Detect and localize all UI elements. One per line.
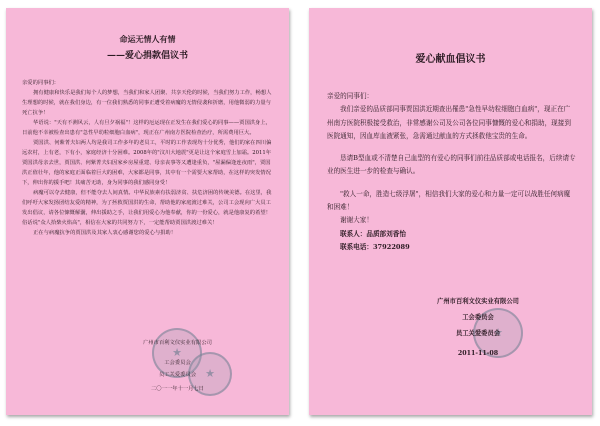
paragraph-2: 恳请B型血或不清楚自己血型的有爱心的同事们前往品质部或电话报名，后续请专业的医生进一步的检查与确认。: [327, 154, 576, 176]
paragraph-3: "救人一命，胜造七级浮屠"，相信我们大家的爱心和力量一定可以战胜任何病魔和困难！: [327, 189, 571, 212]
contact-person: 联系人：品质部刘香怡: [340, 229, 406, 238]
signature-company: 广州市百利文仪实业有限公司: [143, 340, 212, 346]
contact-phone-line: [327, 241, 576, 254]
paragraph-2: 华语说："天有不测风云，人有旦夕祸福"！这样的厄运现在正发生在我们爱心的同事——贾国洪身上，日前他不幸被检查出患有"急性早幼粒细胞白血病"，现正在广州南方医院检查治疗，所需费用巨大。: [22, 120, 271, 136]
letter-title: 爱心献血倡议书: [415, 54, 486, 65]
signature-committee: 员工关爱委员会: [455, 330, 501, 337]
phone-label: 联系电话：: [340, 242, 373, 251]
phone-number: 37922089: [372, 242, 410, 251]
signature-block: [309, 296, 592, 305]
donation-letter-page: [6, 8, 289, 415]
signature-union: 工会委员会: [462, 314, 494, 321]
signature-company: 广州市百利文仪实业有限公司: [437, 298, 519, 305]
letter-subtitle: 命运无情人有情: [119, 34, 176, 44]
signature-committee-row: [309, 328, 592, 337]
signature-union-row: [309, 312, 592, 321]
signature-date-row: [309, 350, 592, 357]
letter-body: [327, 90, 576, 254]
signature-committee: 员工关爱委员会: [158, 372, 197, 378]
signature-date: 二〇一一年十一月七日: [151, 386, 204, 392]
signature-date: 2011-11-08: [457, 350, 499, 357]
paragraph-3: 贾国洪、何紫菁夫妇两人均是我司工作多年的老员工，平时的工作表现均十分优秀，他们的家在四川偏远农村，上有老，下有小，家庭经济十分困难。2008年的"汶川大地震"更是让这个家庭雪上加霜。2011年贾国洪母亲去世，贾国洪、何紫菁夫妇因家乡房屋重建、母亲丧事等又遭逢重负，"屋漏偏逢连夜雨"，贾国洪正值壮年，他的家庭正面临着巨大的困难，大家都是同事，其中有一个需要大家帮助，在这样的突发情况下，伸出你的援手吧！其痛苦无助，身为同事的我们感同身受！: [22, 140, 272, 186]
salutation: 亲爱的同事们：: [22, 80, 60, 86]
paragraph-1: 拥有健康和快乐是我们每个人的梦想，当我们和家人团聚、共享天伦的时候，当我们努力工作，畅想人生理想的时候，就在我们身边，有一位我们熟悉的同事正遭受着病魔的无情侵袭和折磨，用他微弱的力量与死亡抗争！: [22, 90, 272, 116]
paragraph-1: 我们亲爱的品质部同事贾国洪近期查出罹患"急性早幼粒细胞白血病"，现正在广州南方医院积极接受救治，非常感谢公司及公司各位同事慷慨的爱心和捐助，现接到医院通知，因血库血液紧张，急需通过献血的方式拯救他宝贵的生命。: [327, 105, 571, 140]
salutation: 亲爱的同事们：: [327, 92, 374, 100]
letter-title: ——爱心捐款倡议书: [106, 51, 188, 61]
blood-donation-letter-page: [309, 8, 592, 415]
letter-body: [22, 78, 275, 238]
paragraph-5: 正在与病魔抗争的贾国洪及其家人衷心感谢您的爱心与捐助！: [33, 230, 177, 236]
signature-union: 工会委员会: [164, 360, 191, 366]
thanks-text: 谢谢大家！: [340, 216, 373, 225]
paragraph-4: 病魔可以夺去健康，但不能夺去人间真情。中华民族素有扶弱济贫、扶危济困的传统美德。在这里，我们呼吁大家发扬团结友爱的精神，为了拯救贾国洪的生命，帮助他的家庭渡过难关，公司工会现向广大员工发出倡议，请各位慷慨解囊，伸出援助之手，让我们用爱心为他奉献，你的一份爱心，就是他康复的希望！俗话说"众人拾柴火焰高"，相信在大家的共同努力下，一定能帮助贾国洪渡过难关！: [22, 190, 272, 226]
